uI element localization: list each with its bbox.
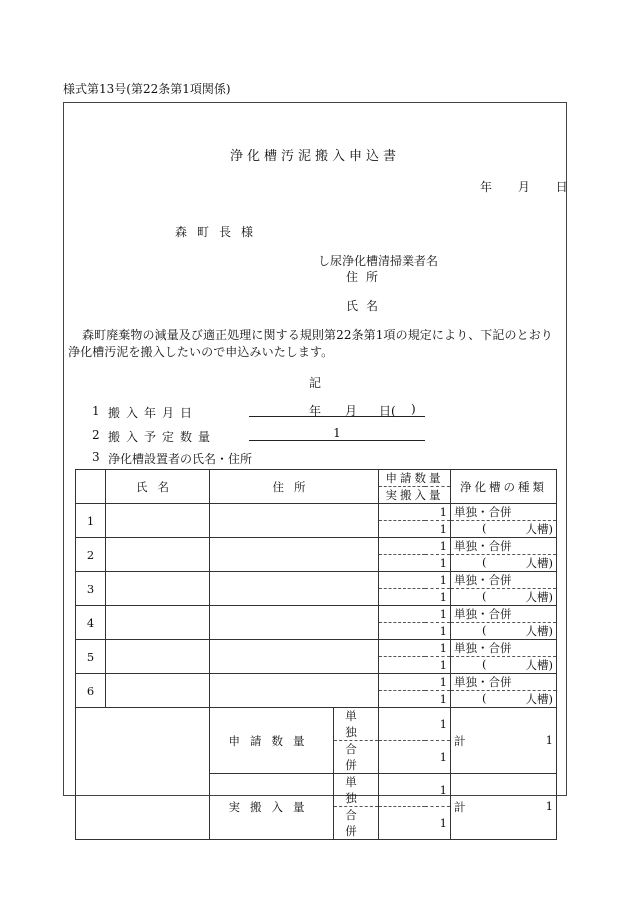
table-row xyxy=(76,538,557,555)
act-total-cell[interactable] xyxy=(451,774,557,840)
open-paren: ( xyxy=(482,521,487,535)
tank-type-choice[interactable]: 単独・合併 xyxy=(451,606,557,623)
header-number xyxy=(76,470,106,504)
requested-qty-value[interactable]: 1 xyxy=(379,572,451,589)
septic-owner-table xyxy=(75,469,557,840)
tank-type-choice[interactable]: 単独・合併 xyxy=(451,640,557,657)
requested-qty-value[interactable]: 1 xyxy=(379,538,451,555)
table-header-row xyxy=(76,470,557,487)
owner-address-cell[interactable] xyxy=(210,674,379,708)
persons-capacity-cell[interactable] xyxy=(451,521,557,538)
requested-qty-value[interactable]: 1 xyxy=(379,640,451,657)
tank-type-choice[interactable]: 単独・合併 xyxy=(451,538,557,555)
actual-qty-value[interactable]: 1 xyxy=(379,521,451,538)
actual-qty-value[interactable]: 1 xyxy=(379,555,451,572)
persons-label: 人槽) xyxy=(525,590,553,604)
table-row xyxy=(76,674,557,691)
summary-actual-label: 実搬入量 xyxy=(210,774,334,840)
header-address: 住所 xyxy=(210,470,379,504)
actual-qty-value[interactable]: 1 xyxy=(379,691,451,708)
table-row xyxy=(76,640,557,657)
open-paren: ( xyxy=(482,555,487,569)
application-statement: 森町廃棄物の減量及び適正処理に関する規則第22条第1項の規定により、下記のとおり浄化槽汚泥を搬入したいので申込みいたします。 xyxy=(68,328,553,359)
open-paren: ( xyxy=(482,589,487,603)
persons-label: 人槽) xyxy=(525,522,553,536)
tank-type-choice[interactable]: 単独・合併 xyxy=(451,504,557,521)
tank-type-choice[interactable]: 単独・合併 xyxy=(451,572,557,589)
row-number: 3 xyxy=(76,572,106,606)
summary-requested-label: 申請数量 xyxy=(210,708,334,774)
requested-qty-value[interactable]: 1 xyxy=(379,606,451,623)
req-single-value[interactable]: 1 xyxy=(379,708,451,741)
day-label: 日( xyxy=(379,404,396,418)
requested-qty-value[interactable]: 1 xyxy=(379,504,451,521)
name-label: 氏名 xyxy=(346,299,387,313)
document-title: 浄化槽汚泥搬入申込書 xyxy=(229,149,400,164)
owner-name-cell[interactable] xyxy=(106,674,210,708)
addressee: 森町長様 xyxy=(175,225,264,239)
single-label: 単独 xyxy=(334,708,379,741)
owner-address-cell[interactable] xyxy=(210,504,379,538)
row-number: 1 xyxy=(76,504,106,538)
owner-address-cell[interactable] xyxy=(210,572,379,606)
tank-type-choice[interactable]: 単独・合併 xyxy=(451,674,557,691)
ki-heading: 記 xyxy=(308,376,321,390)
year-label: 年 xyxy=(309,404,322,418)
total-label: 計 xyxy=(454,733,466,748)
row-number: 5 xyxy=(76,640,106,674)
open-paren: ( xyxy=(482,623,487,637)
actual-qty-value[interactable]: 1 xyxy=(379,589,451,606)
owner-name-cell[interactable] xyxy=(106,640,210,674)
address-label: 住所 xyxy=(346,270,387,284)
persons-capacity-cell[interactable] xyxy=(451,555,557,572)
table-row xyxy=(76,504,557,521)
summary-blank xyxy=(76,708,210,840)
act-combined-value[interactable]: 1 xyxy=(379,807,451,840)
persons-label: 人槽) xyxy=(525,624,553,638)
persons-label: 人槽) xyxy=(525,556,553,570)
req-combined-value[interactable]: 1 xyxy=(379,741,451,774)
weekday-close: ) xyxy=(411,402,416,416)
persons-capacity-cell[interactable] xyxy=(451,691,557,708)
owner-address-cell[interactable] xyxy=(210,538,379,572)
item-label: 搬入年月日 xyxy=(108,406,199,420)
req-total-value: 1 xyxy=(545,732,553,747)
open-paren: ( xyxy=(482,691,487,705)
single-label: 単独 xyxy=(334,774,379,807)
table-row xyxy=(76,572,557,589)
actual-qty-value[interactable]: 1 xyxy=(379,657,451,674)
requested-qty-value[interactable]: 1 xyxy=(379,674,451,691)
persons-label: 人槽) xyxy=(525,692,553,706)
owner-name-cell[interactable] xyxy=(106,504,210,538)
business-name-label: し尿浄化槽清掃業者名 xyxy=(318,254,439,268)
actual-qty-value[interactable]: 1 xyxy=(379,623,451,640)
month-label: 月 xyxy=(345,404,358,418)
req-total-cell[interactable] xyxy=(451,708,557,774)
item-number: 3 xyxy=(92,450,100,464)
date-line[interactable]: 年 月 日 xyxy=(480,180,568,194)
header-tank-type: 浄化槽の種類 xyxy=(451,470,557,504)
table-row xyxy=(76,606,557,623)
owner-name-cell[interactable] xyxy=(106,572,210,606)
item-label: 搬入予定数量 xyxy=(108,430,217,444)
persons-capacity-cell[interactable] xyxy=(451,589,557,606)
header-actual-qty: 実搬入量 xyxy=(379,487,451,504)
row-number: 2 xyxy=(76,538,106,572)
combined-label: 合併 xyxy=(334,807,379,840)
summary-row-requested-single xyxy=(76,708,557,741)
persons-capacity-cell[interactable] xyxy=(451,657,557,674)
combined-label: 合併 xyxy=(334,741,379,774)
item-label: 浄化槽設置者の氏名・住所 xyxy=(108,452,253,466)
item-number: 2 xyxy=(92,428,100,442)
owner-address-cell[interactable] xyxy=(210,606,379,640)
act-total-value: 1 xyxy=(545,798,553,813)
row-number: 4 xyxy=(76,606,106,640)
persons-capacity-cell[interactable] xyxy=(451,623,557,640)
form-number: 様式第13号(第22条第1項関係) xyxy=(63,82,231,96)
row-number: 6 xyxy=(76,674,106,708)
delivery-date-field[interactable] xyxy=(249,402,425,417)
open-paren: ( xyxy=(482,657,487,671)
planned-quantity-field[interactable]: 1 xyxy=(249,426,425,441)
item-number: 1 xyxy=(92,404,100,418)
owner-name-cell[interactable] xyxy=(106,606,210,640)
owner-address-cell[interactable] xyxy=(210,640,379,674)
total-label: 計 xyxy=(454,799,466,814)
header-requested-qty: 申請数量 xyxy=(379,470,451,487)
act-single-value[interactable]: 1 xyxy=(379,774,451,807)
persons-label: 人槽) xyxy=(525,658,553,672)
owner-name-cell[interactable] xyxy=(106,538,210,572)
header-name: 氏名 xyxy=(106,470,210,504)
